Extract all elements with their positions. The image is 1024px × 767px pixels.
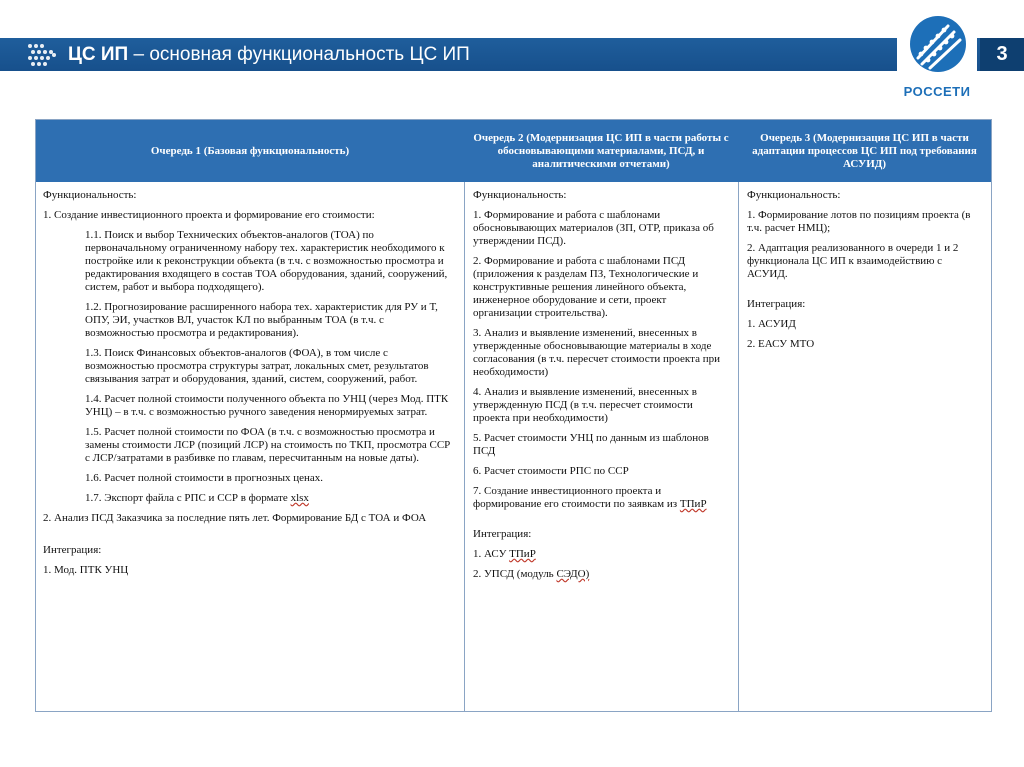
list-item: 1. АСУИД xyxy=(747,318,796,330)
list-item: 3. Анализ и выявление изменений, внесенных в утвержденные обосновывающие материалы в ходе согласования (в т.ч. пересчет стоимости проекта при необходимости) xyxy=(473,327,720,378)
item-text: 7. Создание инвестиционного проекта и формирование его стоимости по заявкам из xyxy=(473,485,680,510)
list-item: 1.3. Поиск Финансовых объектов-аналогов (ФОА), в том числе с возможностью просмотра структуры затрат, локальных смет, результатов связывания затрат и оборудования, зданий, систем, сооружений, работ. xyxy=(85,347,429,385)
list-item: 1.1. Поиск и выбор Технических объектов-аналогов (ТОА) по первоначальному ограниченному набору тех. характеристик необходимого к постройке или к реконструкции объекта (в т.ч. с возможностью просмотра и редактирования входящего в состав ТОА оборудования, зданий, сооружений, систем, работ и выбора подходящего). xyxy=(85,229,448,293)
list-item: 5. Расчет стоимости УНЦ по данным из шаблонов ПСД xyxy=(473,432,709,457)
item-text: 2. УПСД (модуль xyxy=(473,568,557,580)
list-item xyxy=(43,492,455,505)
rosseti-logo-icon xyxy=(908,14,968,74)
func-label: Функциональность: xyxy=(747,189,841,201)
header-queue-3: Очередь 3 (Модернизация ЦС ИП в части адаптации процессов ЦС ИП под требования АСУИД) xyxy=(752,131,977,170)
export-text: 1.7. Экспорт файла с РПС и ССР в формате xyxy=(85,492,291,504)
list-item: 6. Расчет стоимости РПС по ССР xyxy=(473,465,629,477)
slide-title-bold: ЦС ИП xyxy=(68,44,129,65)
list-item: 1.5. Расчет полной стоимости по ФОА (в т.ч. с возможностью просмотра и замены стоимости ЛСР (позиций ЛСР) на стоимость по ТКП, просмотра ССР с ЛСР/затратами в разбивке по главам, пересчитанным на новые даты). xyxy=(85,426,451,464)
table-header-row xyxy=(36,120,991,182)
queue-1-cell xyxy=(43,189,455,584)
column-divider xyxy=(738,182,739,711)
list-item: 1.6. Расчет полной стоимости в прогнозных ценах. xyxy=(85,472,324,484)
queue-3-cell xyxy=(747,189,985,358)
rosseti-logo xyxy=(897,12,977,105)
slide-title-rest: – основная функциональность ЦС ИП xyxy=(128,44,470,65)
dots-pattern-icon xyxy=(26,40,62,70)
func-label: Функциональность: xyxy=(473,189,567,201)
header-queue-1: Очередь 1 (Базовая функциональность) xyxy=(150,144,350,157)
list-item: 2. Адаптация реализованного в очереди 1 и 2 функционала ЦС ИП к взаимодействию с АСУИД. xyxy=(747,242,959,280)
title-bar xyxy=(0,27,1024,83)
list-item: 1. Формирование и работа с шаблонами обосновывающих материалов (ЗП, ОТР, приказа об утверждении ПСД). xyxy=(473,209,714,247)
list-item: 2. Формирование и работа с шаблонами ПСД (приложения к разделам ПЗ, Технологические и конструктивные решения линейного объекта, инженерное оборудование и сети, проект организации строительства). xyxy=(473,255,699,319)
integ-label: Интеграция: xyxy=(473,528,532,540)
list-item: 1. Создание инвестиционного проекта и формирование его стоимости: xyxy=(43,209,375,221)
slide-title xyxy=(68,41,470,69)
integ-label: Интеграция: xyxy=(747,298,806,310)
header-queue-2: Очередь 2 (Модернизация ЦС ИП в части работы с обосновывающими материалами, ПСД, и аналитическими отчетами) xyxy=(473,131,729,170)
list-item xyxy=(473,548,728,561)
slide-number: 3 xyxy=(980,38,1024,71)
list-item: 1.2. Прогнозирование расширенного набора тех. характеристик для РУ и Т, ОПУ, ЭИ, участков ВЛ, участок КЛ по выбранным ТОА (в т.ч. с возможностью просмотра и редактирования). xyxy=(85,301,438,339)
item-text: 1. АСУ xyxy=(473,548,510,560)
func-label: Функциональность: xyxy=(43,189,137,201)
list-item: 2. Анализ ПСД Заказчика за последние пять лет. Формирование БД с ТОА и ФОА xyxy=(43,512,427,524)
list-item xyxy=(473,485,728,511)
queue-2-cell xyxy=(473,189,728,588)
item-text-ul: ТПиР xyxy=(509,548,536,560)
column-divider xyxy=(464,182,465,711)
list-item: 4. Анализ и выявление изменений, внесенных в утвержденную ПСД (в т.ч. пересчет стоимости проекта при необходимости) xyxy=(473,386,697,424)
functionality-table xyxy=(35,119,992,712)
logo-text: РОССЕТИ xyxy=(903,84,971,99)
item-text-ul: ТПиР xyxy=(679,498,707,510)
integ-label: Интеграция: xyxy=(43,544,102,556)
format-text: xlsx xyxy=(290,492,309,504)
list-item: 1. Мод. ПТК УНЦ xyxy=(43,564,129,576)
item-text-ul: СЭДО) xyxy=(556,568,590,580)
list-item xyxy=(473,568,728,581)
list-item: 1. Формирование лотов по позициям проекта (в т.ч. расчет НМЦ); xyxy=(747,209,971,234)
list-item: 1.4. Расчет полной стоимости полученного объекта по УНЦ (через Мод. ПТК УНЦ) – в т.ч. с возможностью ручного заведения ненормируемых затрат. xyxy=(85,393,449,418)
list-item: 2. ЕАСУ МТО xyxy=(747,338,815,350)
